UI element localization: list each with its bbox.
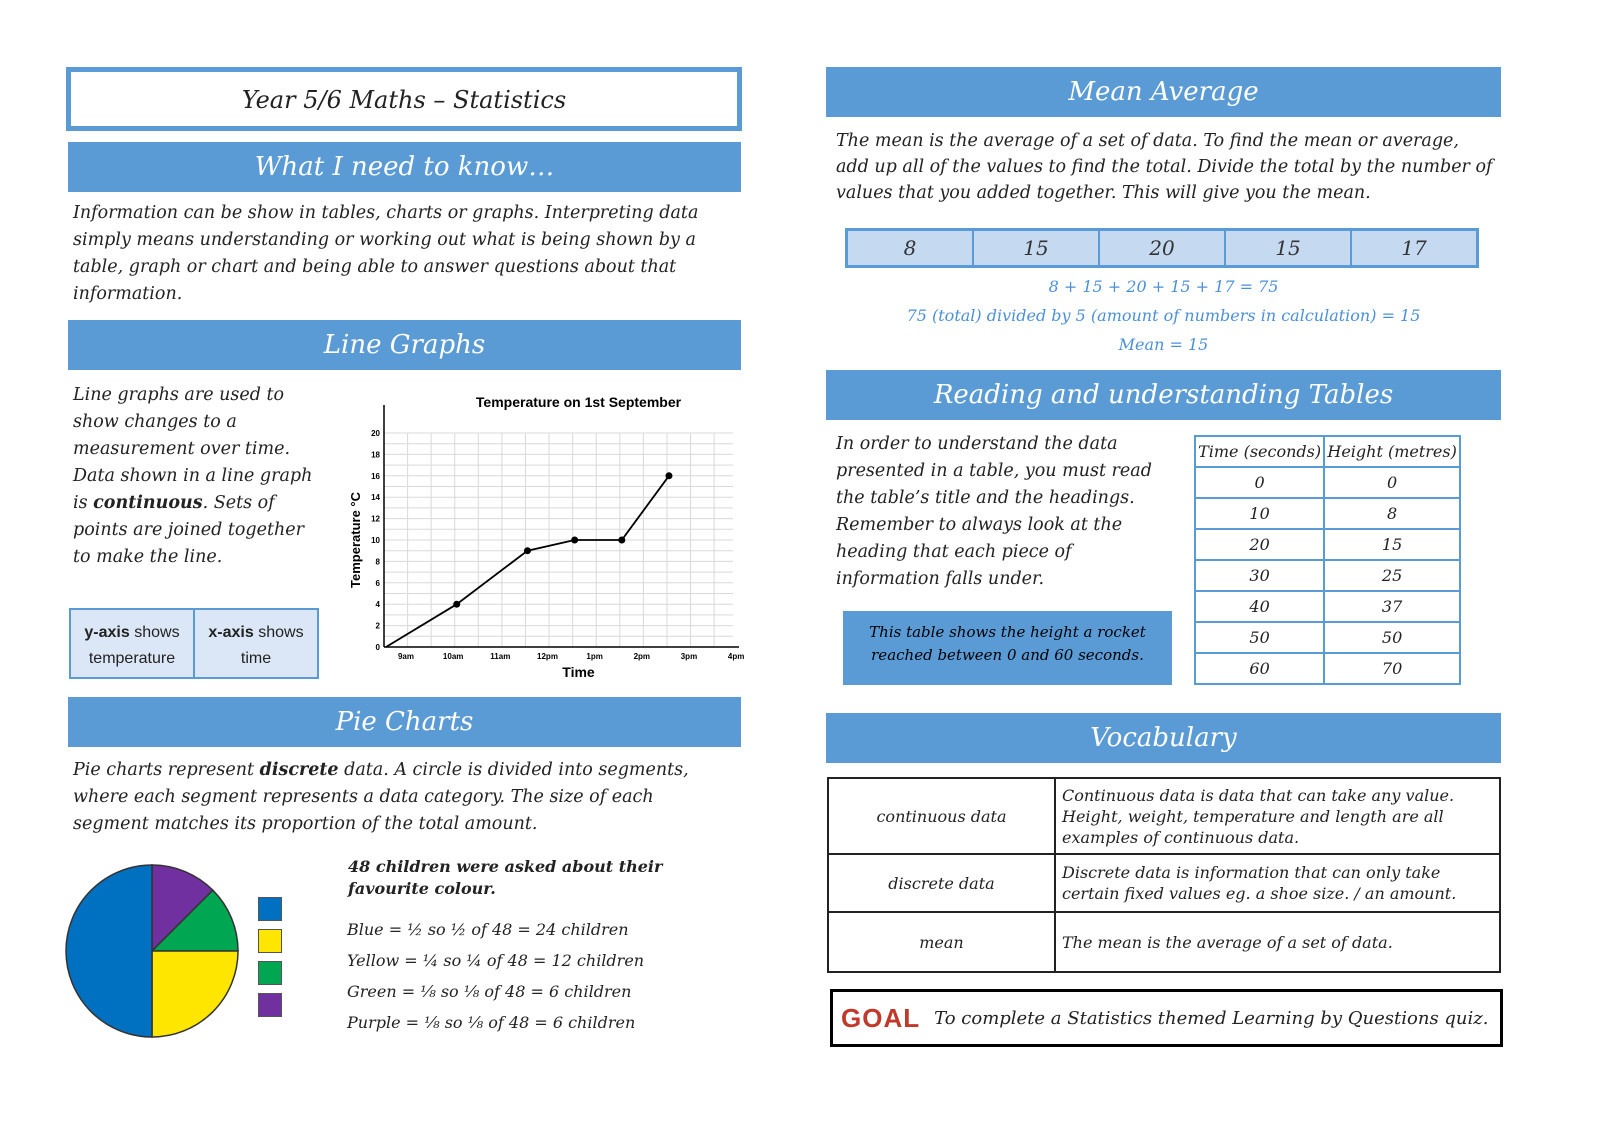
- mean-calc-result: Mean = 15: [1118, 335, 1209, 354]
- y-tick-label: 16: [371, 471, 380, 481]
- vocab-definition: Continuous data is data that can take any value. Height, weight, temperature and length are all examples of continuous data.: [1055, 778, 1500, 854]
- x-tick-label: 9am: [397, 652, 415, 661]
- vocab-term: mean: [828, 912, 1055, 972]
- goal-box: [830, 989, 1503, 1047]
- legend-swatch-blue: [258, 897, 282, 921]
- line-graphs-text-b: . Sets of points are joined together to make the line.: [73, 493, 305, 567]
- table-cell-height: 25: [1324, 560, 1460, 591]
- table-row: [1195, 467, 1460, 498]
- x-tick-label: 4pm: [727, 652, 745, 661]
- table-cell-height: 15: [1324, 529, 1460, 560]
- vocabulary-table-wrap: [827, 777, 1501, 973]
- mean-value: 17: [1350, 231, 1476, 265]
- pie-slice-yellow: [152, 951, 238, 1037]
- table-row: [1195, 498, 1460, 529]
- y-axis-note-rest: shows temperature: [88, 624, 180, 667]
- mean-calc-sum: 8 + 15 + 20 + 15 + 17 = 75: [1048, 277, 1279, 296]
- mean-value: 20: [1098, 231, 1224, 265]
- x-tick-label: 2pm: [633, 652, 651, 661]
- pie-line-yellow: Yellow = ¼ so ¼ of 48 = 12 children: [347, 951, 645, 970]
- table-cell-time: 50: [1195, 622, 1324, 653]
- mean-value: 15: [1224, 231, 1350, 265]
- pie-line-green: Green = ⅛ so ⅛ of 48 = 6 children: [347, 982, 632, 1001]
- vocab-definition: The mean is the average of a set of data.: [1055, 912, 1500, 972]
- vocabulary-table: [827, 777, 1501, 973]
- page-title: Year 5/6 Maths – Statistics: [66, 67, 742, 131]
- table-header-height: Height (metres): [1324, 436, 1460, 467]
- pie-text-bold: discrete: [259, 760, 339, 780]
- y-axis-note-bold: y-axis: [84, 624, 130, 641]
- table-cell-time: 60: [1195, 653, 1324, 684]
- pie-legend: [258, 897, 282, 1017]
- y-tick-label: 18: [371, 450, 380, 460]
- y-axis-label: Temperature °C: [348, 492, 363, 588]
- x-axis-note-rest: shows time: [240, 624, 304, 667]
- vocab-definition: Discrete data is information that can only take certain fixed values eg. a shoe size. / an amount.: [1055, 854, 1500, 912]
- data-point: [524, 547, 531, 554]
- line-graphs-text: [73, 382, 313, 571]
- table-row: [1195, 622, 1460, 653]
- table-cell-time: 40: [1195, 591, 1324, 622]
- line-graphs-text-a: Line graphs are used to show changes to a measurement over time. Data shown in a line graph is: [73, 385, 313, 513]
- data-point: [618, 537, 625, 544]
- need-to-know-text: Information can be show in tables, charts or graphs. Interpreting data simply means understanding or working out what is being shown by a table, graph or chart and being able to answer questions about that information.: [73, 203, 699, 304]
- y-tick-label: 4: [375, 600, 380, 610]
- vocab-row: [828, 912, 1500, 972]
- table-cell-time: 0: [1195, 467, 1324, 498]
- legend-swatch-yellow: [258, 929, 282, 953]
- mean-heading: Mean Average: [826, 67, 1501, 117]
- y-tick-label: 14: [371, 493, 380, 503]
- mean-calc-divide: 75 (total) divided by 5 (amount of numbers in calculation) = 15: [906, 306, 1421, 325]
- y-tick-label: 8: [375, 557, 380, 567]
- table-cell-height: 37: [1324, 591, 1460, 622]
- tables-caption: This table shows the height a rocket reached between 0 and 60 seconds.: [843, 611, 1172, 685]
- line-graphs-text-bold: continuous: [93, 493, 203, 513]
- x-axis-label: Time: [562, 664, 595, 680]
- x-tick-label: 3pm: [680, 652, 698, 661]
- pie-text-b: data. A circle is divided into segments, where each segment represents a data category. The size of each segment matches its proportion of the total amount.: [73, 760, 689, 834]
- pie-breakdown-list: [347, 920, 727, 1044]
- pie-charts-text: [73, 757, 713, 838]
- mean-value: 15: [972, 231, 1098, 265]
- legend-swatch-purple: [258, 993, 282, 1017]
- mean-text: The mean is the average of a set of data. To find the mean or average, add up all of the values to find the total. Divide the total by the number of values that you added together. This will give you the mean.: [836, 131, 1493, 203]
- table-cell-height: 50: [1324, 622, 1460, 653]
- table-row: [1195, 591, 1460, 622]
- y-tick-label: 20: [371, 429, 380, 438]
- table-cell-height: 0: [1324, 467, 1460, 498]
- pie-line-blue: Blue = ½ so ½ of 48 = 24 children: [347, 920, 629, 939]
- data-point: [571, 537, 578, 544]
- vocab-row: [828, 854, 1500, 912]
- x-tick-label: 1pm: [586, 652, 603, 661]
- table-row: [1195, 560, 1460, 591]
- legend-swatch-green: [258, 961, 282, 985]
- pie-question: 48 children were asked about their favourite colour.: [348, 857, 663, 898]
- tables-text: In order to understand the data presented in a table, you must read the table’s title and the headings. Remember to always look at the heading that each piece of information falls under.: [836, 434, 1152, 589]
- table-cell-time: 20: [1195, 529, 1324, 560]
- tables-heading: Reading and understanding Tables: [826, 370, 1501, 420]
- y-tick-label: 2: [375, 621, 380, 631]
- x-tick-label: 12pm: [537, 652, 558, 661]
- y-tick-label: 6: [375, 578, 380, 588]
- table-cell-time: 10: [1195, 498, 1324, 529]
- colour-pie-chart: [63, 862, 241, 1040]
- vocab-term: continuous data: [828, 778, 1055, 854]
- pie-line-purple: Purple = ⅛ so ⅛ of 48 = 6 children: [347, 1013, 636, 1032]
- y-tick-label: 12: [371, 514, 380, 524]
- x-axis-note-bold: x-axis: [208, 624, 254, 641]
- data-point: [665, 472, 672, 479]
- goal-text: To complete a Statistics themed Learning by Questions quiz.: [934, 1007, 1489, 1029]
- table-header-row: [1195, 436, 1460, 467]
- goal-logo: GOAL: [841, 1002, 921, 1033]
- pie-charts-heading: Pie Charts: [68, 697, 741, 747]
- y-tick-label: 0: [375, 643, 380, 652]
- table-cell-height: 70: [1324, 653, 1460, 684]
- axis-legend-box: [69, 608, 319, 679]
- rocket-height-table: [1194, 435, 1461, 685]
- mean-value: 8: [848, 231, 972, 265]
- line-graphs-heading: Line Graphs: [68, 320, 741, 370]
- vocab-row: [828, 778, 1500, 854]
- x-axis-note: [193, 610, 317, 677]
- x-tick-label: 11am: [490, 652, 511, 661]
- vocabulary-heading: Vocabulary: [826, 713, 1501, 763]
- table-cell-height: 8: [1324, 498, 1460, 529]
- y-tick-label: 10: [371, 536, 380, 545]
- vocab-term: discrete data: [828, 854, 1055, 912]
- chart-title: Temperature on 1st September: [475, 394, 682, 410]
- table-row: [1195, 653, 1460, 684]
- x-tick-label: 10am: [442, 652, 464, 661]
- table-cell-time: 30: [1195, 560, 1324, 591]
- temperature-line-chart: [340, 385, 745, 685]
- pie-text-a: Pie charts represent: [73, 760, 260, 780]
- data-point: [453, 601, 460, 608]
- table-row: [1195, 529, 1460, 560]
- y-axis-note: [71, 610, 193, 677]
- table-header-time: Time (seconds): [1195, 436, 1324, 467]
- mean-values-row: [845, 228, 1479, 268]
- pie-slice-blue: [66, 865, 152, 1037]
- need-to-know-heading: What I need to know…: [68, 142, 741, 192]
